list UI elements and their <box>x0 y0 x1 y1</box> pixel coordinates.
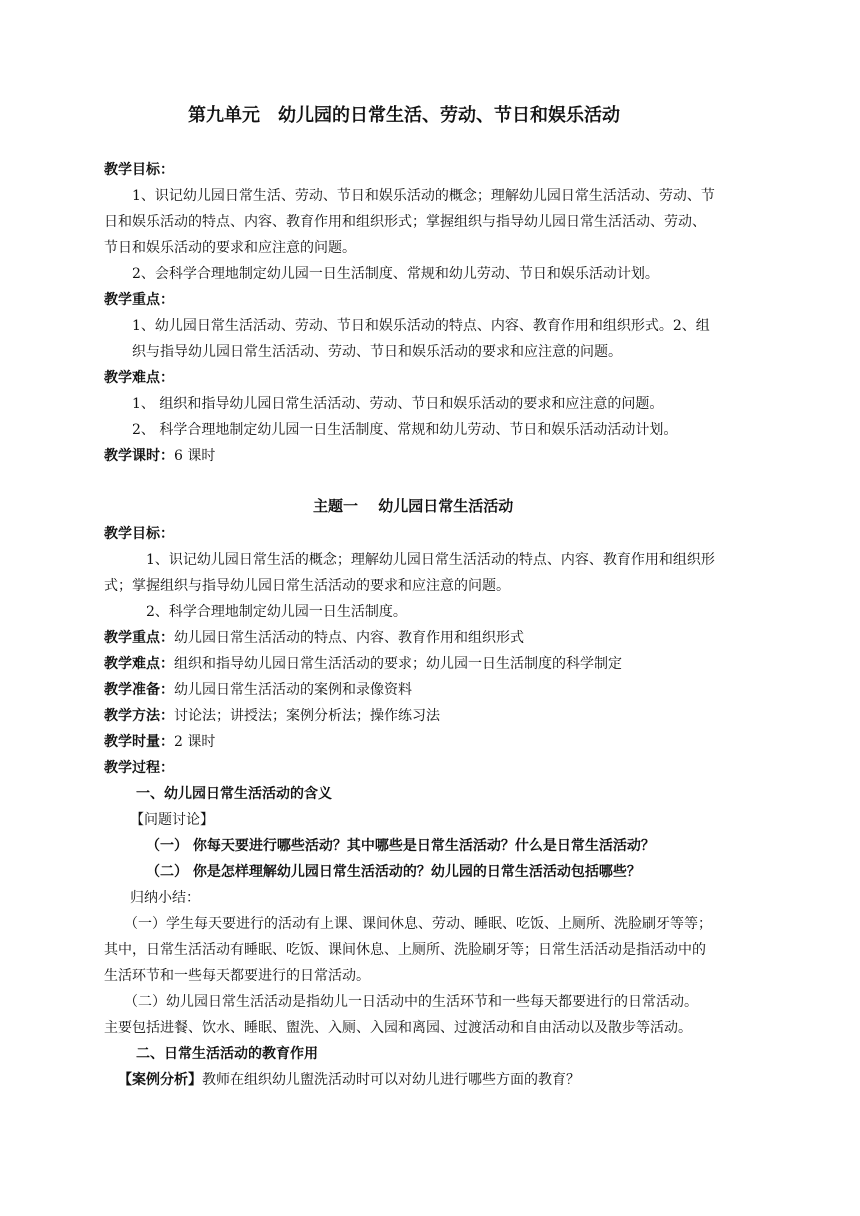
unit-objective1-line3: 节日和娱乐活动的要求和应注意的问题。 <box>104 240 356 256</box>
answer2-line1: （二）幼儿园日常生活活动是指幼儿一日活动中的生活环节和一些每天都要进行的日常活动。 <box>124 994 698 1010</box>
discussion-label: 【问题讨论】 <box>130 812 214 828</box>
unit-hours <box>104 446 215 466</box>
topic-time-value: 2 课时 <box>174 734 216 750</box>
topic-process-label: 教学过程： <box>104 760 174 776</box>
topic-prep-value: 幼儿园日常生活活动的案例和录像资料 <box>174 682 412 698</box>
answer1-line3: 生活环节和一些每天都要进行的日常活动。 <box>104 968 370 984</box>
topic-methods <box>104 706 440 726</box>
unit-keypoints-label: 教学重点： <box>104 292 174 308</box>
unit-objective1-line1: 1、识记幼儿园日常生活、劳动、节日和娱乐活动的概念；理解幼儿园日常生活活动、劳动、节 <box>132 188 715 204</box>
unit-objective2: 2、会科学合理地制定幼儿园一日生活制度、常规和幼儿劳动、节日和娱乐活动计划。 <box>132 266 659 282</box>
case-text: 教师在组织幼儿盥洗活动时可以对幼儿进行哪些方面的教育？ <box>202 1072 580 1088</box>
discussion-question-2: （二） 你是怎样理解幼儿园日常生活活动的？幼儿园的日常生活活动包括哪些？ <box>146 864 641 880</box>
unit-keypoints-line1: 1、幼儿园日常生活活动、劳动、节日和娱乐活动的特点、内容、教育作用和组织形式。2、组 <box>132 318 710 334</box>
topic-objective2: 2、科学合理地制定幼儿园一日生活制度。 <box>146 604 407 620</box>
topic-objective1-line2: 式；掌握组织与指导幼儿园日常生活活动的要求和应注意的问题。 <box>104 578 510 594</box>
topic-time-label: 教学时量： <box>104 734 174 750</box>
topic-objectives-label: 教学目标： <box>104 526 174 542</box>
topic-time <box>104 732 215 752</box>
page-title: 第九单元 幼儿园的日常生活、劳动、节日和娱乐活动 <box>188 105 620 126</box>
topic-keypoints-label: 教学重点： <box>104 630 174 646</box>
topic-difficulties <box>104 654 622 674</box>
topic-prep-label: 教学准备： <box>104 682 174 698</box>
summary-label: 归纳小结： <box>130 890 200 906</box>
unit-objective1-line2: 日和娱乐活动的特点、内容、教育作用和组织形式；掌握组织与指导幼儿园日常生活活动、劳动、 <box>104 214 706 230</box>
unit-keypoints-line2: 织与指导幼儿园日常生活活动、劳动、节日和娱乐活动的要求和应注意的问题。 <box>132 344 622 360</box>
topic-difficulties-label: 教学难点： <box>104 656 174 672</box>
unit-difficulty2: 2、 科学合理地制定幼儿园一日生活制度、常规和幼儿劳动、节日和娱乐活动活动计划。 <box>132 422 678 438</box>
topic-prep <box>104 680 412 700</box>
section1-heading: 一、幼儿园日常生活活动的含义 <box>136 786 332 802</box>
topic-title: 主题一 幼儿园日常生活活动 <box>313 497 514 515</box>
section2-heading: 二、日常生活活动的教育作用 <box>136 1046 318 1062</box>
unit-objectives-label: 教学目标： <box>104 162 174 178</box>
case-analysis <box>118 1070 580 1090</box>
case-label: 【案例分析】 <box>118 1072 202 1088</box>
unit-hours-label: 教学课时： <box>104 448 174 464</box>
unit-difficulties-label: 教学难点： <box>104 370 174 386</box>
topic-methods-value: 讨论法；讲授法；案例分析法；操作练习法 <box>174 708 440 724</box>
answer1-line1: （一）学生每天要进行的活动有上课、课间休息、劳动、睡眠、吃饭、上厕所、洗脸刷牙等等； <box>124 916 712 932</box>
answer1-line2: 其中，日常生活活动有睡眠、吃饭、课间休息、上厕所、洗脸刷牙等；日常生活活动是指活动中的 <box>104 942 706 958</box>
topic-difficulties-value: 组织和指导幼儿园日常生活活动的要求；幼儿园一日生活制度的科学制定 <box>174 656 622 672</box>
answer2-line2: 主要包括进餐、饮水、睡眠、盥洗、入厕、入园和离园、过渡活动和自由活动以及散步等活动。 <box>104 1020 692 1036</box>
unit-difficulty1: 1、 组织和指导幼儿园日常生活活动、劳动、节日和娱乐活动的要求和应注意的问题。 <box>132 396 664 412</box>
topic-keypoints-value: 幼儿园日常生活活动的特点、内容、教育作用和组织形式 <box>174 630 524 646</box>
topic-objective1-line1: 1、识记幼儿园日常生活的概念；理解幼儿园日常生活活动的特点、内容、教育作用和组织形 <box>146 552 715 568</box>
topic-methods-label: 教学方法： <box>104 708 174 724</box>
discussion-question-1: （一） 你每天要进行哪些活动？其中哪些是日常生活活动？什么是日常生活活动？ <box>146 838 655 854</box>
topic-keypoints <box>104 628 524 648</box>
unit-hours-value: 6 课时 <box>174 448 216 464</box>
